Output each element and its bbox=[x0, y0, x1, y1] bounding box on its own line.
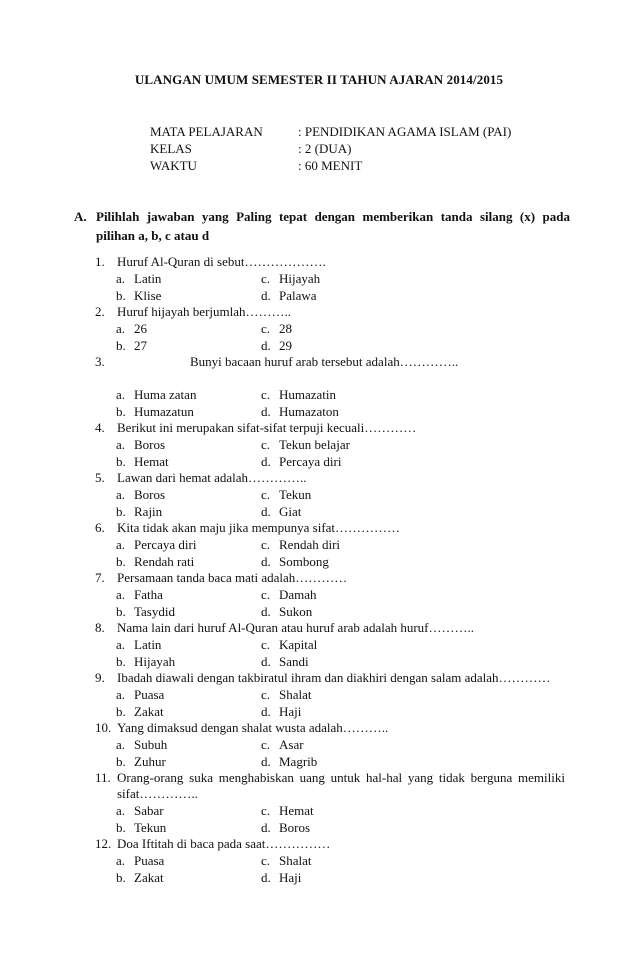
question-5 bbox=[95, 470, 565, 486]
option-text: Huma zatan bbox=[134, 387, 197, 402]
option-text: Shalat bbox=[279, 853, 312, 868]
option-text: Sandi bbox=[279, 654, 309, 669]
question-number: 2. bbox=[95, 304, 105, 319]
option-text: Hijayah bbox=[134, 654, 176, 669]
option-letter: a. bbox=[116, 537, 126, 552]
question-number: 12. bbox=[95, 836, 112, 851]
option-text: Shalat bbox=[279, 687, 312, 702]
option-text: Tasydid bbox=[134, 604, 175, 619]
option-letter: d. bbox=[261, 554, 271, 569]
question-number: 6. bbox=[95, 520, 105, 535]
question-text: Yang dimaksud dengan shalat wusta adalah……….. bbox=[117, 720, 389, 735]
section-a-instruction bbox=[74, 207, 570, 245]
option-text: 26 bbox=[134, 321, 147, 336]
option-letter: b. bbox=[116, 288, 126, 303]
question-number: 10. bbox=[95, 720, 112, 735]
question-number: 5. bbox=[95, 470, 105, 485]
option-text: Asar bbox=[279, 737, 304, 752]
exam-title: ULANGAN UMUM SEMESTER II TAHUN AJARAN 2014/2015 bbox=[134, 72, 504, 87]
option-text: Puasa bbox=[134, 853, 165, 868]
option-text: Humazatun bbox=[134, 404, 194, 419]
option-letter: d. bbox=[261, 820, 271, 835]
option-text: Sukon bbox=[279, 604, 313, 619]
option-text: Haji bbox=[279, 704, 302, 719]
option-letter: b. bbox=[116, 504, 126, 519]
option-letter: d. bbox=[261, 338, 271, 353]
question-number: 9. bbox=[95, 670, 105, 685]
meta-key: KELAS bbox=[150, 141, 192, 156]
option-letter: d. bbox=[261, 504, 271, 519]
question-text: Ibadah diawali dengan takbiratul ihram dan diakhiri dengan salam adalah………… bbox=[117, 670, 551, 685]
question-number: 8. bbox=[95, 620, 105, 635]
option-text: Palawa bbox=[279, 288, 317, 303]
option-text: Humazaton bbox=[279, 404, 339, 419]
option-text: Rendah diri bbox=[279, 537, 341, 552]
option-text: Tekun belajar bbox=[279, 437, 350, 452]
option-letter: b. bbox=[116, 554, 126, 569]
option-letter: a. bbox=[116, 487, 126, 502]
meta-key: WAKTU bbox=[150, 158, 197, 173]
question-9 bbox=[95, 670, 565, 686]
option-letter: a. bbox=[116, 803, 126, 818]
option-letter: a. bbox=[116, 321, 126, 336]
question-text: Doa Iftitah di baca pada saat…………… bbox=[117, 836, 331, 851]
option-letter: d. bbox=[261, 288, 271, 303]
option-letter: d. bbox=[261, 654, 271, 669]
option-letter: b. bbox=[116, 338, 126, 353]
option-text: Percaya diri bbox=[279, 454, 342, 469]
question-text: Persamaan tanda baca mati adalah………… bbox=[117, 570, 348, 585]
question-8 bbox=[95, 620, 565, 636]
option-letter: b. bbox=[116, 654, 126, 669]
question-number: 3. bbox=[95, 354, 105, 369]
question-text: Orang-orang suka menghabiskan uang untuk hal-hal yang tidak berguna memiliki sifat………….. bbox=[117, 770, 565, 801]
question-text: Huruf hijayah berjumlah……….. bbox=[117, 304, 292, 319]
meta-key: MATA PELAJARAN bbox=[150, 124, 263, 139]
option-letter: a. bbox=[116, 687, 126, 702]
option-letter: a. bbox=[116, 737, 126, 752]
option-letter: d. bbox=[261, 754, 271, 769]
option-text: Tekun bbox=[279, 487, 312, 502]
option-text: Boros bbox=[279, 820, 311, 835]
option-text: Magrib bbox=[279, 754, 318, 769]
question-2 bbox=[95, 304, 565, 320]
option-text: Haji bbox=[279, 870, 302, 885]
option-text: Giat bbox=[279, 504, 302, 519]
option-letter: d. bbox=[261, 454, 271, 469]
option-text: Fatha bbox=[134, 587, 163, 602]
question-text: Huruf Al-Quran di sebut………………. bbox=[117, 254, 326, 269]
option-letter: b. bbox=[116, 454, 126, 469]
option-letter: a. bbox=[116, 853, 126, 868]
option-text: Hemat bbox=[134, 454, 169, 469]
option-letter: c. bbox=[261, 321, 271, 336]
option-text: Subuh bbox=[134, 737, 168, 752]
option-letter: d. bbox=[261, 404, 271, 419]
option-letter: d. bbox=[261, 704, 271, 719]
meta-value: : 2 (DUA) bbox=[298, 141, 352, 156]
option-letter: c. bbox=[261, 437, 271, 452]
exam-meta bbox=[150, 123, 511, 174]
option-text: Tekun bbox=[134, 820, 167, 835]
question-12 bbox=[95, 836, 565, 852]
option-letter: a. bbox=[116, 387, 126, 402]
option-text: Percaya diri bbox=[134, 537, 197, 552]
option-letter: b. bbox=[116, 820, 126, 835]
option-text: Zuhur bbox=[134, 754, 166, 769]
option-letter: a. bbox=[116, 271, 126, 286]
option-letter: a. bbox=[116, 637, 126, 652]
question-number: 4. bbox=[95, 420, 105, 435]
option-letter: b. bbox=[116, 704, 126, 719]
option-text: Kapital bbox=[279, 637, 318, 652]
option-text: Humazatin bbox=[279, 387, 337, 402]
question-1 bbox=[95, 254, 565, 270]
section-text: Pilihlah jawaban yang Paling tepat dengan memberikan tanda silang (x) pada pilihan a, b, c atau d bbox=[96, 209, 570, 243]
option-letter: c. bbox=[261, 587, 271, 602]
question-7 bbox=[95, 570, 565, 586]
option-text: Sabar bbox=[134, 803, 164, 818]
question-text: Kita tidak akan maju jika mempunya sifat…………… bbox=[117, 520, 401, 535]
question-11 bbox=[95, 770, 565, 802]
option-letter: c. bbox=[261, 271, 271, 286]
question-4 bbox=[95, 420, 565, 436]
meta-value: : 60 MENIT bbox=[298, 158, 363, 173]
option-letter: b. bbox=[116, 604, 126, 619]
option-letter: c. bbox=[261, 537, 271, 552]
question-text: Lawan dari hemat adalah………….. bbox=[117, 470, 307, 485]
option-letter: b. bbox=[116, 404, 126, 419]
option-text: Boros bbox=[134, 437, 166, 452]
option-text: Zakat bbox=[134, 870, 164, 885]
option-text: 29 bbox=[279, 338, 292, 353]
option-text: Hemat bbox=[279, 803, 314, 818]
option-letter: c. bbox=[261, 737, 271, 752]
option-text: 28 bbox=[279, 321, 292, 336]
option-text: Zakat bbox=[134, 704, 164, 719]
option-letter: d. bbox=[261, 870, 271, 885]
option-text: Rajin bbox=[134, 504, 163, 519]
question-number: 1. bbox=[95, 254, 105, 269]
option-letter: c. bbox=[261, 487, 271, 502]
meta-row-time bbox=[150, 157, 511, 174]
option-text: Latin bbox=[134, 637, 162, 652]
option-text: Hijayah bbox=[279, 271, 321, 286]
option-text: Damah bbox=[279, 587, 317, 602]
option-letter: b. bbox=[116, 870, 126, 885]
question-text: Nama lain dari huruf Al-Quran atau huruf arab adalah huruf……….. bbox=[117, 620, 475, 635]
option-text: Puasa bbox=[134, 687, 165, 702]
question-10 bbox=[95, 720, 565, 736]
option-letter: c. bbox=[261, 803, 271, 818]
option-letter: c. bbox=[261, 687, 271, 702]
option-text: Boros bbox=[134, 487, 166, 502]
option-text: Rendah rati bbox=[134, 554, 195, 569]
question-text: Bunyi bacaan huruf arab tersebut adalah………….. bbox=[190, 354, 459, 369]
meta-value: : PENDIDIKAN AGAMA ISLAM (PAI) bbox=[298, 124, 512, 139]
question-number: 11. bbox=[95, 770, 111, 785]
option-text: 27 bbox=[134, 338, 147, 353]
question-number: 7. bbox=[95, 570, 105, 585]
question-6 bbox=[95, 520, 565, 536]
option-letter: b. bbox=[116, 754, 126, 769]
option-letter: c. bbox=[261, 853, 271, 868]
section-letter: A. bbox=[74, 209, 87, 224]
option-letter: c. bbox=[261, 637, 271, 652]
meta-row-subject bbox=[150, 123, 511, 140]
option-text: Sombong bbox=[279, 554, 329, 569]
option-letter: a. bbox=[116, 437, 126, 452]
option-letter: c. bbox=[261, 387, 271, 402]
question-text: Berikut ini merupakan sifat-sifat terpuji kecuali………… bbox=[117, 420, 417, 435]
option-text: Latin bbox=[134, 271, 162, 286]
question-3 bbox=[95, 354, 565, 370]
option-text: Klise bbox=[134, 288, 162, 303]
option-letter: d. bbox=[261, 604, 271, 619]
option-letter: a. bbox=[116, 587, 126, 602]
meta-row-class bbox=[150, 140, 511, 157]
